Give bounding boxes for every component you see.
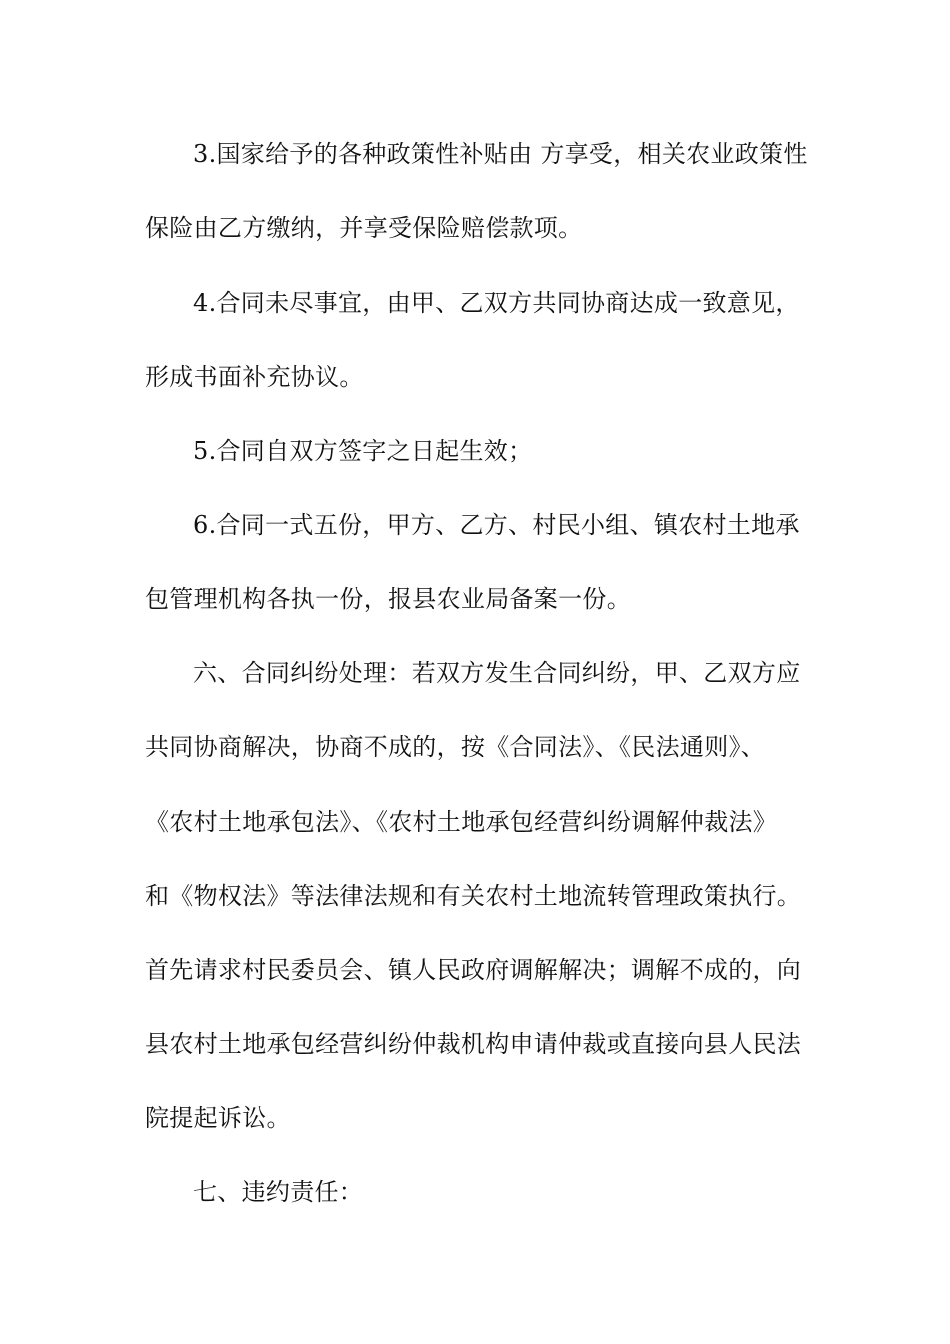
paragraph-line: 3.国家给予的各种政策性补贴由 方享受，相关农业政策性 xyxy=(193,140,808,168)
section-heading-line: 六、合同纠纷处理：若双方发生合同纠纷，甲、乙双方应 xyxy=(193,659,801,687)
paragraph-line: 包管理机构各执一份，报县农业局备案一份。 xyxy=(145,585,631,613)
paragraph-line: 保险由乙方缴纳，并享受保险赔偿款项。 xyxy=(145,214,583,242)
paragraph-line: 《农村土地承包法》、《农村土地承包经营纠纷调解仲裁法》 xyxy=(145,808,778,836)
paragraph-line: 4.合同未尽事宜，由甲、乙双方共同协商达成一致意见， xyxy=(193,289,800,317)
paragraph-line: 形成书面补充协议。 xyxy=(145,363,364,391)
paragraph-line: 6.合同一式五份，甲方、乙方、村民小组、镇农村土地承 xyxy=(193,511,800,539)
paragraph-line: 5.合同自双方签字之日起生效； xyxy=(193,437,533,465)
paragraph-line: 共同协商解决，协商不成的，按《合同法》、《民法通则》、 xyxy=(145,733,766,761)
paragraph-line: 院提起诉讼。 xyxy=(145,1104,291,1132)
paragraph-line: 首先请求村民委员会、镇人民政府调解解决；调解不成的，向 xyxy=(145,956,802,984)
paragraph-line: 县农村土地承包经营纠纷仲裁机构申请仲裁或直接向县人民法 xyxy=(145,1030,802,1058)
paragraph-line: 和《物权法》等法律法规和有关农村土地流转管理政策执行。 xyxy=(145,882,802,910)
section-heading-line: 七、违约责任： xyxy=(193,1178,364,1206)
